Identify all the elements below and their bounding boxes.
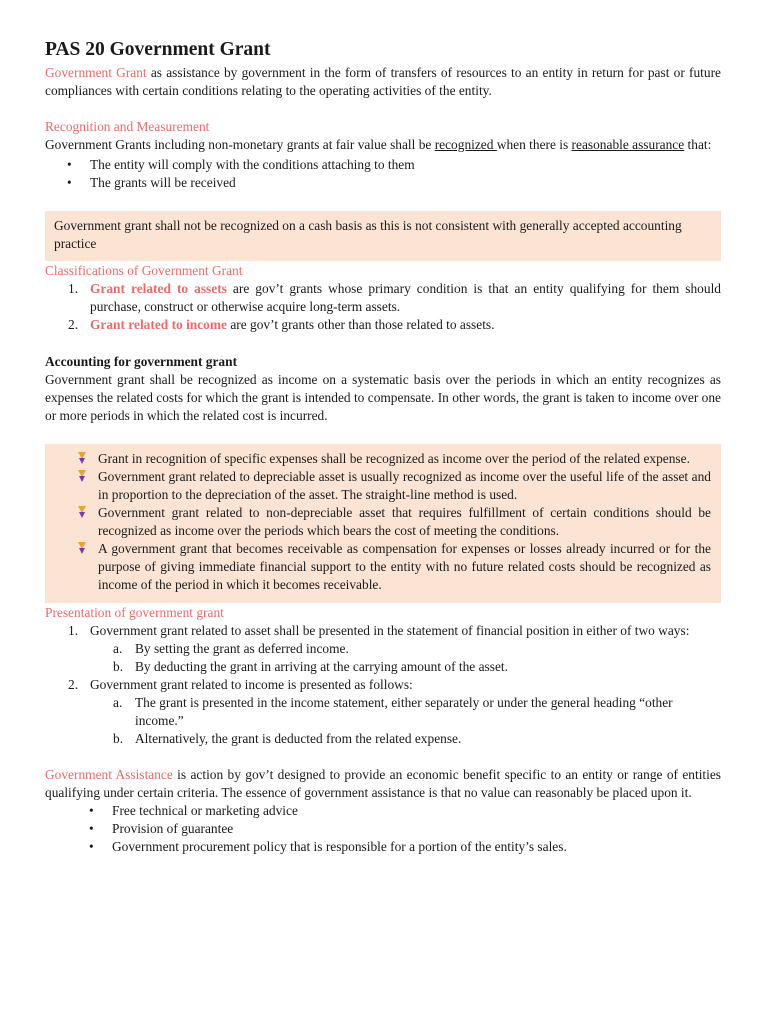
sub-text: Alternatively, the grant is deducted from the related expense. — [135, 731, 462, 746]
list-letter: a. — [113, 641, 123, 656]
list-item: • Government procurement policy that is responsible for a portion of the entity’s sales. — [112, 838, 721, 856]
list-item: • Free technical or marketing advice — [112, 802, 721, 820]
presentation-list — [45, 622, 721, 748]
list-number: 1. — [68, 281, 79, 296]
accounting-rules-box — [45, 444, 721, 603]
grant-income-term: Grant related to income — [90, 317, 227, 332]
list-item — [68, 622, 721, 676]
list-item — [113, 640, 721, 658]
assistance-bullets — [45, 802, 721, 856]
intro-text: as assistance by government in the form of transfers of resources to an entity in return for past or future compliances with certain conditions relating to the operating activities of the entity. — [45, 65, 721, 98]
sub-text: By deducting the grant in arriving at the carrying amount of the asset. — [135, 659, 508, 674]
recognition-text-3: that: — [684, 137, 712, 152]
reasonable-assurance-underlined: reasonable assurance — [571, 137, 685, 152]
list-number: 2. — [68, 677, 79, 692]
rule-text: Government grant related to non-depreciable asset that requires fulfillment of certain conditions should be recognized as income over the periods which bears the cost of meeting the conditions. — [98, 505, 711, 538]
list-item — [98, 468, 711, 504]
classifications-heading: Classifications of Government Grant — [45, 263, 243, 278]
accounting-paragraph: Government grant shall be recognized as income on a systematic basis over the periods in which an entity recognizes as expenses the related costs for which the grant is intended to compensate. In other words, the grant is taken to income over one or more periods in which the related cost is incurred. — [45, 372, 721, 423]
classifications-list — [45, 280, 721, 334]
list-item — [98, 540, 711, 594]
presentation-heading: Presentation of government grant — [45, 605, 224, 620]
recognition-text-1: Government Grants including non-monetary grants at fair value shall be — [45, 137, 435, 152]
recognition-paragraph — [45, 136, 721, 154]
document-title: PAS 20 Government Grant — [45, 39, 271, 60]
list-item — [113, 658, 721, 676]
list-number: 2. — [68, 317, 79, 332]
rule-text: A government grant that becomes receivable as compensation for expenses or losses already incurred or for the purpose of giving immediate financial support to the entity with no future related costs should be recognized as income of the period in which it becomes receivable. — [98, 541, 711, 592]
assistance-text: is action by gov’t designed to provide an economic benefit specific to an entity or range of entities qualifying under certain criteria. The essence of government assistance is that no value can reasonably be placed upon it. — [45, 767, 722, 800]
presentation-sublist — [90, 640, 721, 676]
grant-assets-text: are gov’t grants whose primary condition is that an entity qualifying for them should purchase, construct or otherwise acquire long-term assets. — [90, 281, 721, 314]
arrow-bullet-icon — [76, 506, 88, 518]
intro-paragraph — [45, 64, 721, 100]
list-item — [68, 676, 721, 748]
rule-text: Grant in recognition of specific expenses shall be recognized as income over the period of the related expense. — [98, 451, 690, 466]
recognition-text-2: when there is — [496, 137, 572, 152]
list-item — [68, 280, 721, 316]
list-number: 1. — [68, 623, 79, 638]
recognition-heading: Recognition and Measurement — [45, 119, 210, 134]
list-item: • The grants will be received — [90, 174, 721, 192]
accounting-heading: Accounting for government grant — [45, 354, 238, 369]
assistance-term: Government Assistance — [45, 767, 173, 782]
list-item: • The entity will comply with the conditions attaching to them — [90, 156, 721, 174]
list-letter: a. — [113, 695, 123, 710]
recognition-bullets — [45, 156, 721, 192]
sub-text: The grant is presented in the income statement, either separately or under the general heading “other income.” — [135, 695, 673, 728]
list-item: • Provision of guarantee — [112, 820, 721, 838]
note-text: Government grant shall not be recognized on a cash basis as this is not consistent with generally accepted accounting practice — [54, 218, 682, 251]
list-item — [98, 450, 711, 468]
list-item — [98, 504, 711, 540]
list-item — [113, 694, 721, 730]
presentation-sublist — [90, 694, 721, 748]
intro-term: Government Grant — [45, 65, 147, 80]
arrow-bullet-icon — [76, 470, 88, 482]
grant-income-text: are gov’t grants other than those related to assets. — [226, 317, 495, 332]
assistance-paragraph — [45, 766, 721, 802]
arrow-bullet-icon — [76, 452, 88, 464]
list-item — [68, 316, 721, 334]
document-page — [45, 38, 721, 856]
list-letter: b. — [113, 731, 124, 746]
cash-basis-note-box — [45, 211, 721, 261]
presentation-text: Government grant related to asset shall be presented in the statement of financial position in either of two ways: — [90, 623, 690, 638]
sub-text: By setting the grant as deferred income. — [135, 641, 349, 656]
list-letter: b. — [113, 659, 124, 674]
grant-assets-term: Grant related to assets — [90, 281, 227, 296]
recognized-underlined: recognized — [434, 137, 497, 152]
accounting-rules-list — [71, 450, 711, 594]
list-item — [113, 730, 721, 748]
rule-text: Government grant related to depreciable asset is usually recognized as income over the useful life of the asset and in proportion to the depreciation of the asset. The straight-line method is used. — [98, 469, 711, 502]
presentation-text: Government grant related to income is presented as follows: — [90, 677, 413, 692]
arrow-bullet-icon — [76, 542, 88, 554]
